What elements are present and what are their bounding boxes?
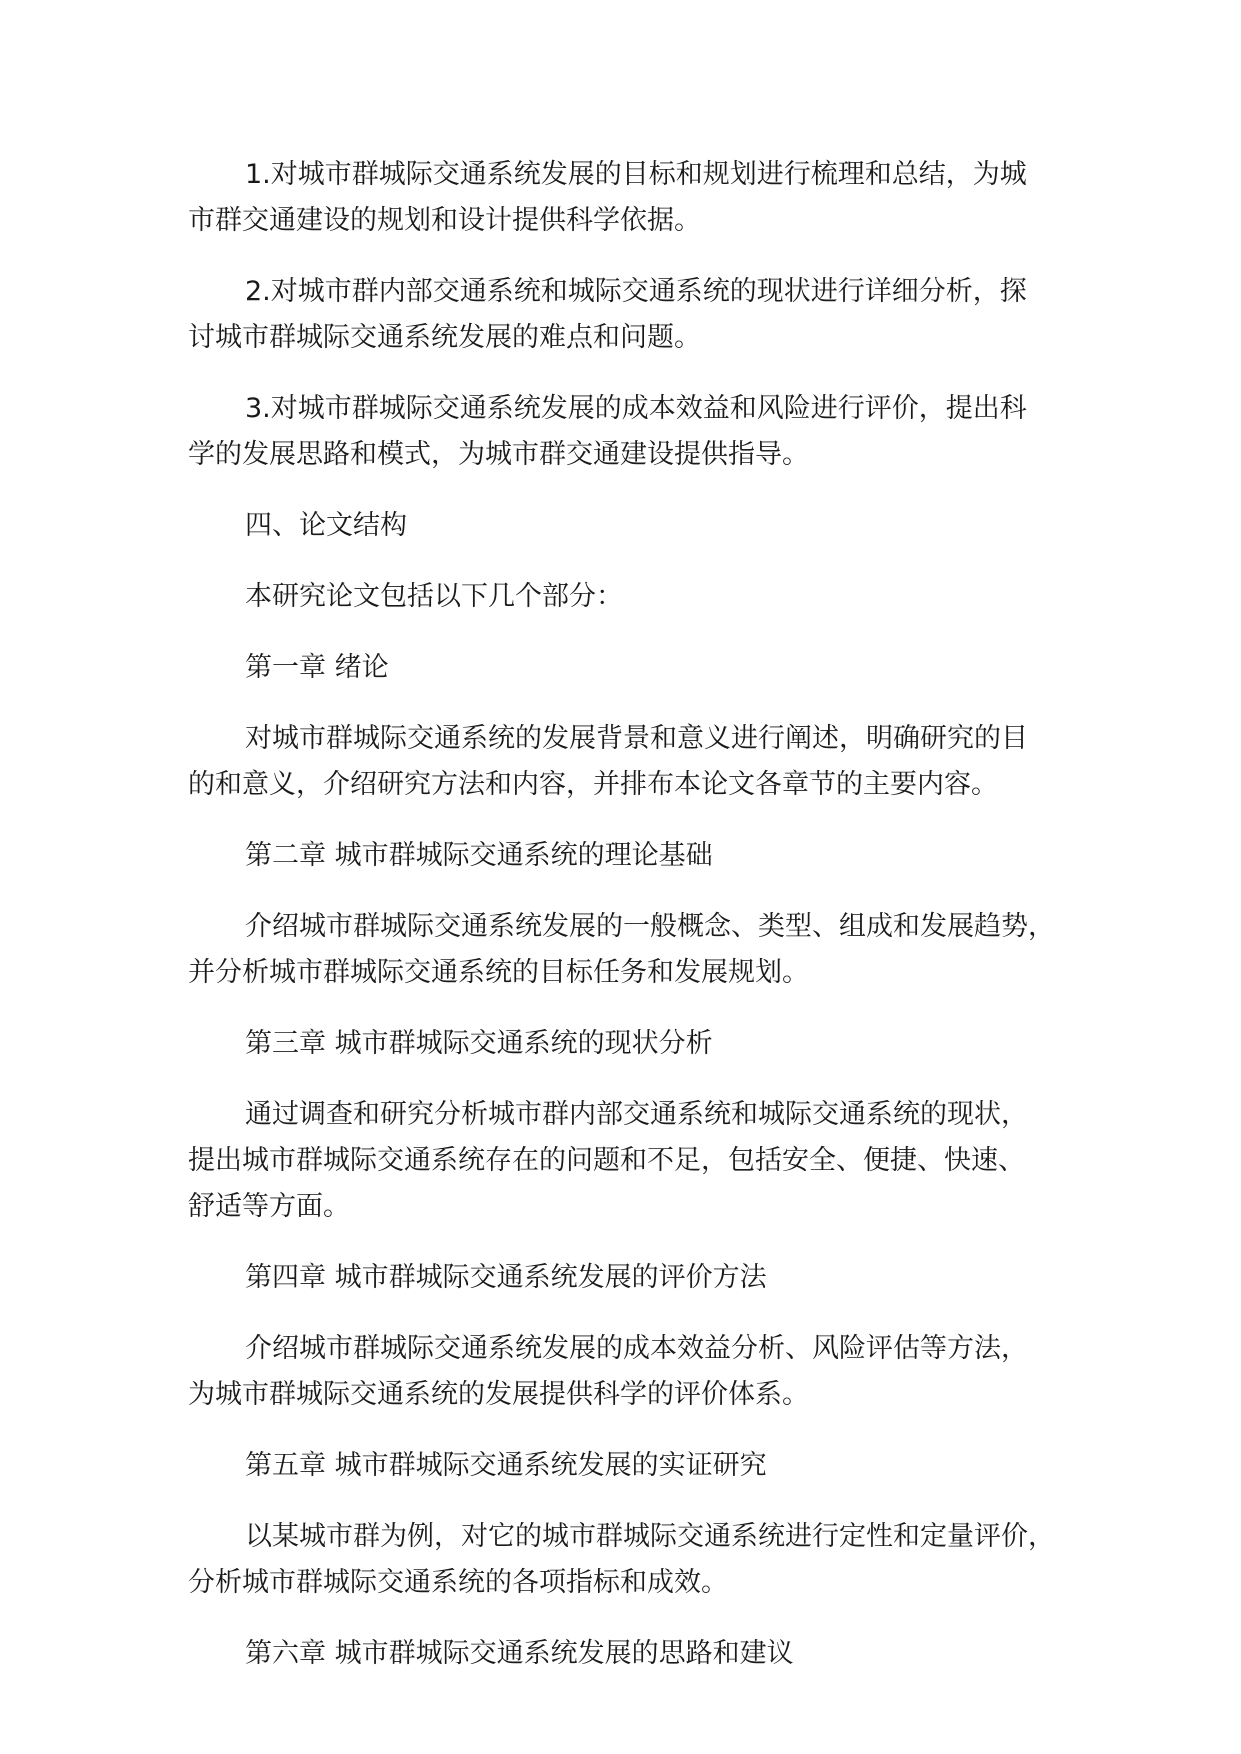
text-line: 对城市群城际交通系统的发展背景和意义进行阐述，明确研究的目 [245,723,1028,754]
chapter-description-4 [188,1326,1088,1418]
text-line: 3.对城市群城际交通系统发展的成本效益和风险进行评价，提出科 [245,393,1027,424]
text-line: 通过调查和研究分析城市群内部交通系统和城际交通系统的现状， [245,1099,1028,1130]
structure-intro-paragraph [188,574,1088,620]
document-body [188,152,1088,1702]
objective-paragraph-1 [188,152,1088,244]
text-line: 介绍城市群城际交通系统发展的一般概念、类型、组成和发展趋势， [245,911,1055,942]
text-line: 讨城市群城际交通系统发展的难点和问题。 [188,322,701,353]
text-line: 为城市群城际交通系统的发展提供科学的评价体系。 [188,1379,809,1410]
chapter-heading-6: 第六章 城市群城际交通系统发展的思路和建议 [245,1638,794,1669]
chapter-heading-4: 第四章 城市群城际交通系统发展的评价方法 [245,1262,767,1293]
text-line: 以某城市群为例，对它的城市群城际交通系统进行定性和定量评价， [245,1521,1055,1552]
text-line: 市群交通建设的规划和设计提供科学依据。 [188,205,701,236]
section-heading-structure: 四、论文结构 [245,510,407,541]
objective-paragraph-2 [188,269,1088,361]
chapter-heading-2: 第二章 城市群城际交通系统的理论基础 [245,840,713,871]
text-line: 分析城市群城际交通系统的各项指标和成效。 [188,1567,728,1598]
text-line: 提出城市群城际交通系统存在的问题和不足，包括安全、便捷、快速、 [188,1145,1025,1176]
objective-paragraph-3 [188,386,1088,478]
text-line: 1.对城市群城际交通系统发展的目标和规划进行梳理和总结，为城 [245,159,1027,190]
chapter-description-2 [188,904,1088,996]
chapter-description-3 [188,1092,1088,1230]
chapter-heading-3: 第三章 城市群城际交通系统的现状分析 [245,1028,713,1059]
text-line: 并分析城市群城际交通系统的目标任务和发展规划。 [188,957,809,988]
text-line: 舒适等方面。 [188,1191,350,1222]
chapter-description-5 [188,1514,1088,1606]
text-line: 本研究论文包括以下几个部分： [245,581,623,612]
text-line: 2.对城市群内部交通系统和城际交通系统的现状进行详细分析，探 [245,276,1027,307]
text-line: 学的发展思路和模式，为城市群交通建设提供指导。 [188,439,809,470]
text-line: 介绍城市群城际交通系统发展的成本效益分析、风险评估等方法， [245,1333,1028,1364]
chapter-heading-1: 第一章 绪论 [245,652,389,683]
chapter-description-1 [188,716,1088,808]
chapter-heading-5: 第五章 城市群城际交通系统发展的实证研究 [245,1450,767,1481]
text-line: 的和意义，介绍研究方法和内容，并排布本论文各章节的主要内容。 [188,769,998,800]
